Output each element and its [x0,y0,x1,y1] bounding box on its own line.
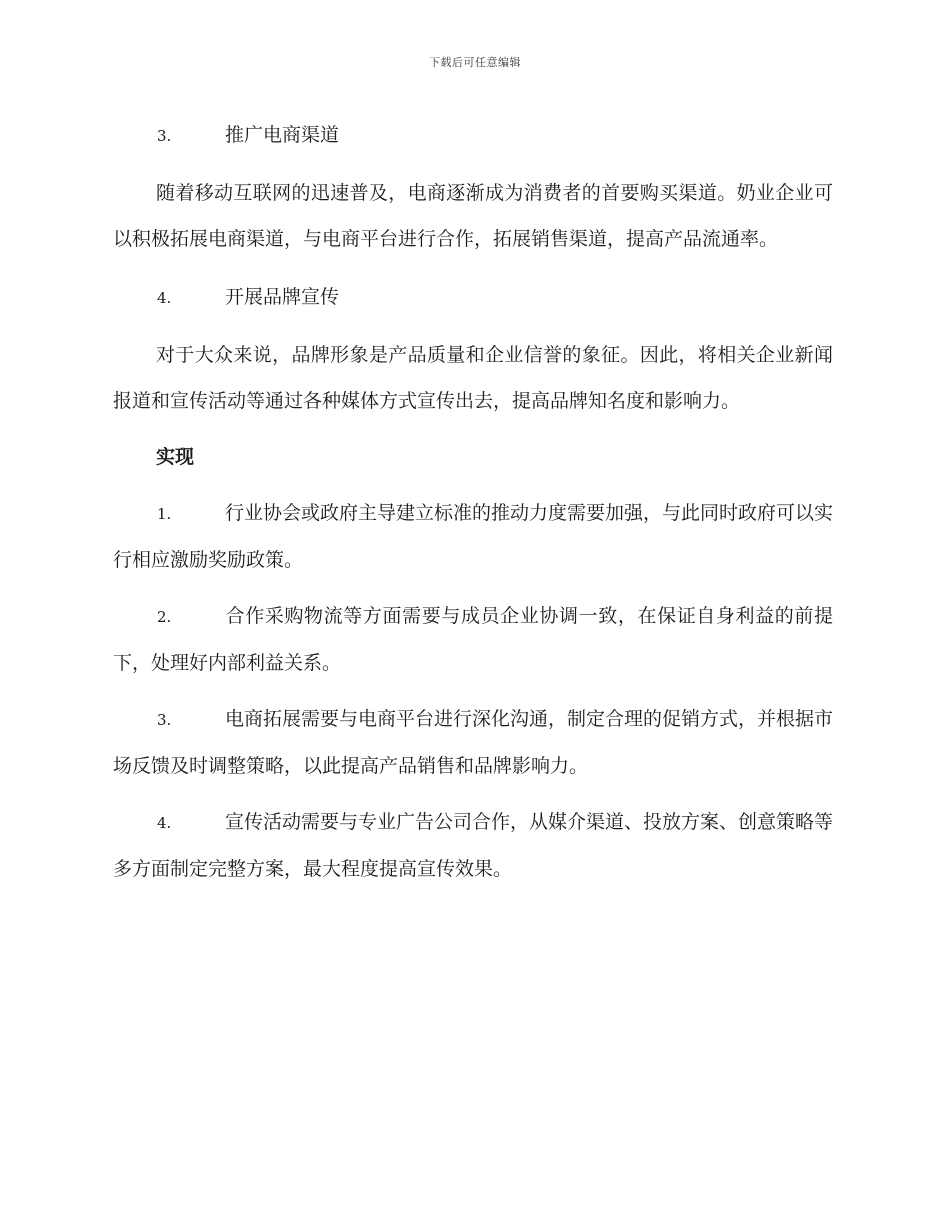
implementation-item-2 [113,593,833,686]
heading-number: 4. [157,289,172,307]
implementation-item-1 [113,490,833,583]
paragraph-ecommerce: 随着移动互联网的迅速普及，电商逐渐成为消费者的首要购买渠道。奶业企业可以积极拓展电商渠道，与电商平台进行合作，拓展销售渠道，提高产品流通率。 [113,182,833,250]
item-number: 1. [157,505,172,523]
document-body [113,112,833,892]
page-header: 下载后可任意编辑 [429,56,521,69]
heading-title: 推广电商渠道 [225,124,340,146]
item-text: 宣传活动需要与专业广告公司合作，从媒介渠道、投放方案、创意策略等多方面制定完整方案，最大程度提高宣传效果。 [113,811,834,880]
paragraph-branding: 对于大众来说，品牌形象是产品质量和企业信誉的象征。因此，将相关企业新闻报道和宣传活动等通过各种媒体方式宣传出去，提高品牌知名度和影响力。 [113,344,833,412]
section-title-implementation: 实现 [156,446,195,468]
item-number: 2. [157,608,172,626]
implementation-item-3 [113,696,833,789]
heading-title: 开展品牌宣传 [225,286,340,308]
item-number: 3. [157,711,172,729]
heading-number: 3. [157,127,172,145]
item-text: 合作采购物流等方面需要与成员企业协调一致，在保证自身利益的前提下，处理好内部利益关系。 [113,605,833,674]
implementation-item-4 [113,799,833,892]
heading-item-4 [113,274,833,320]
heading-item-3 [113,112,833,158]
item-number: 4. [157,814,172,832]
item-text: 行业协会或政府主导建立标准的推动力度需要加强，与此同时政府可以实行相应激励奖励政策。 [113,502,834,571]
item-text: 电商拓展需要与电商平台进行深化沟通，制定合理的促销方式，并根据市场反馈及时调整策略，以此提高产品销售和品牌影响力。 [113,708,834,777]
